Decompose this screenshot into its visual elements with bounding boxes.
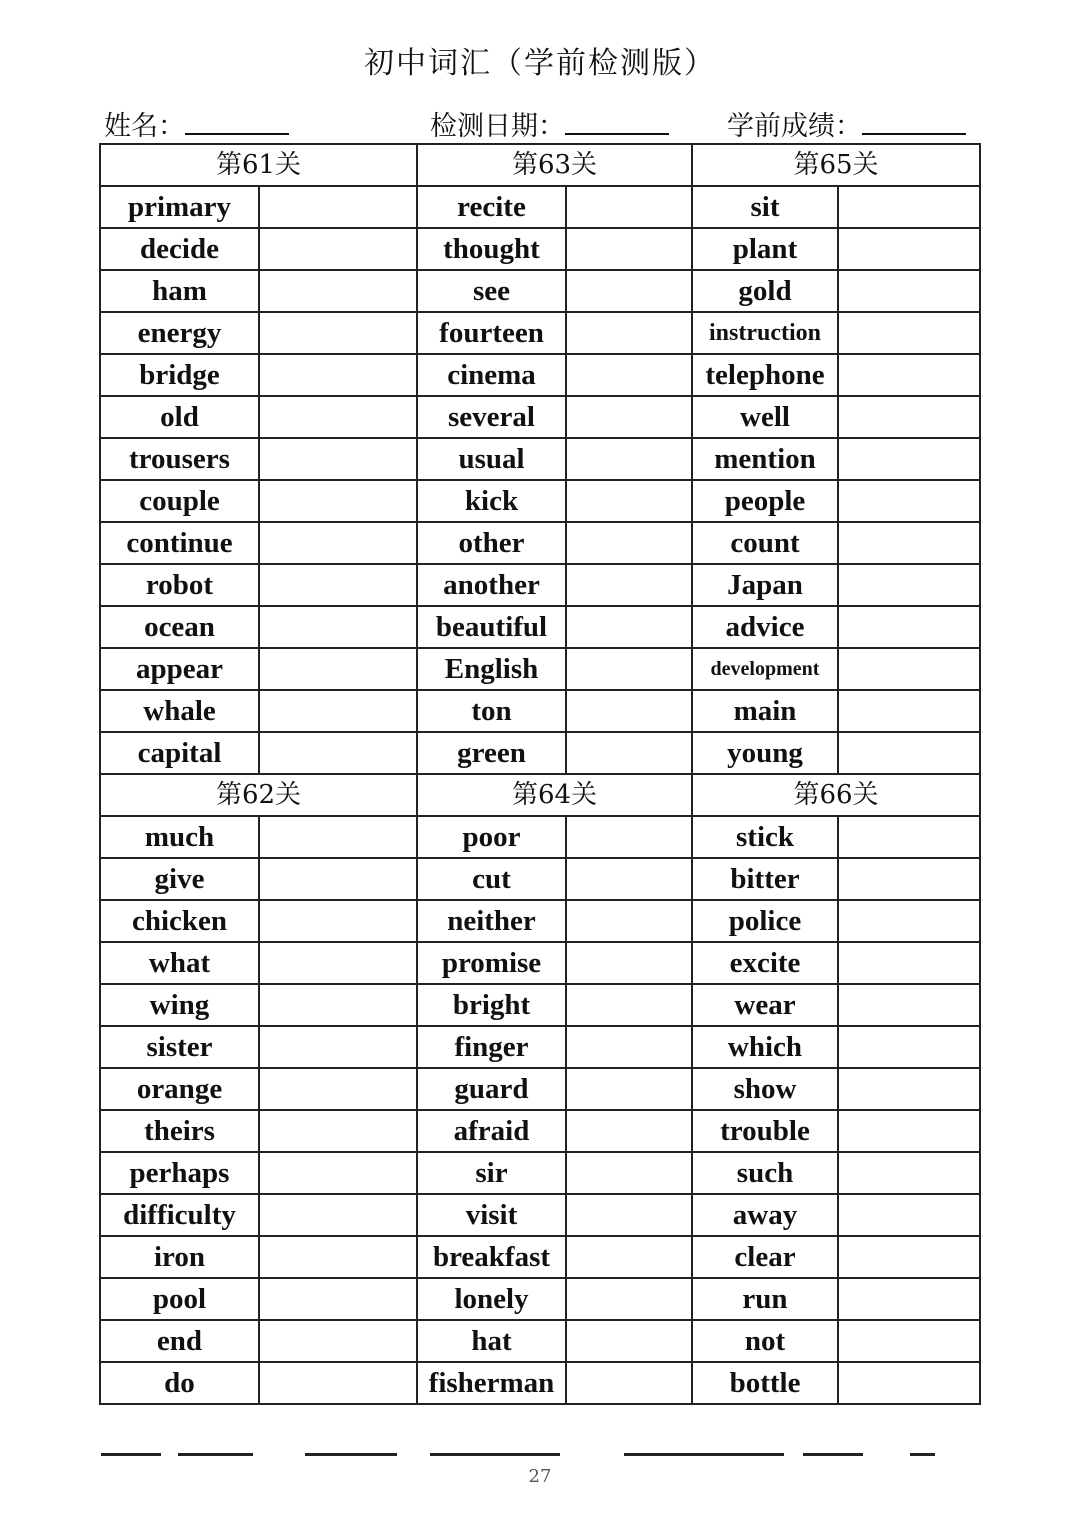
vocab-word: continue: [100, 522, 259, 564]
word-row: [100, 648, 980, 690]
answer-cell[interactable]: [259, 606, 417, 648]
answer-cell[interactable]: [838, 1026, 980, 1068]
vocab-word: clear: [692, 1236, 838, 1278]
vocab-word: old: [100, 396, 259, 438]
vocab-word: lonely: [417, 1278, 566, 1320]
answer-cell[interactable]: [838, 564, 980, 606]
answer-cell[interactable]: [566, 564, 692, 606]
vocab-word: pool: [100, 1278, 259, 1320]
answer-cell[interactable]: [259, 858, 417, 900]
vocab-word: sister: [100, 1026, 259, 1068]
vocab-word: decide: [100, 228, 259, 270]
answer-cell[interactable]: [838, 1362, 980, 1404]
answer-cell[interactable]: [838, 900, 980, 942]
vocab-word: whale: [100, 690, 259, 732]
answer-cell[interactable]: [259, 480, 417, 522]
answer-cell[interactable]: [259, 564, 417, 606]
answer-cell[interactable]: [838, 1194, 980, 1236]
answer-cell[interactable]: [566, 270, 692, 312]
word-row: [100, 1362, 980, 1404]
level-header: 第62关: [100, 774, 417, 816]
answer-cell[interactable]: [838, 1278, 980, 1320]
date-blank[interactable]: [565, 107, 669, 135]
vocab-word: capital: [100, 732, 259, 774]
answer-cell[interactable]: [566, 858, 692, 900]
vocab-word: guard: [417, 1068, 566, 1110]
answer-cell[interactable]: [838, 1110, 980, 1152]
page-number: 27: [528, 1466, 552, 1487]
word-row: [100, 1320, 980, 1362]
answer-cell[interactable]: [566, 312, 692, 354]
answer-cell[interactable]: [259, 1110, 417, 1152]
answer-cell[interactable]: [259, 1152, 417, 1194]
level-header: 第64关: [417, 774, 692, 816]
vocab-word: energy: [100, 312, 259, 354]
vocab-word: finger: [417, 1026, 566, 1068]
vocab-word: orange: [100, 1068, 259, 1110]
vocab-word: well: [692, 396, 838, 438]
answer-cell[interactable]: [838, 1236, 980, 1278]
answer-cell[interactable]: [566, 732, 692, 774]
score-blank[interactable]: [862, 107, 966, 135]
answer-cell[interactable]: [566, 1152, 692, 1194]
level-header-row: [100, 144, 980, 186]
answer-cell[interactable]: [838, 1152, 980, 1194]
word-row: [100, 858, 980, 900]
vocab-word: development: [692, 648, 838, 690]
vocab-word: ton: [417, 690, 566, 732]
answer-cell[interactable]: [259, 354, 417, 396]
page-title: 初中词汇（学前检测版）: [364, 46, 716, 81]
vocab-word: sir: [417, 1152, 566, 1194]
answer-cell[interactable]: [566, 690, 692, 732]
answer-cell[interactable]: [838, 480, 980, 522]
vocab-word: trousers: [100, 438, 259, 480]
vocab-word: give: [100, 858, 259, 900]
vocab-word: excite: [692, 942, 838, 984]
answer-cell[interactable]: [259, 186, 417, 228]
answer-cell[interactable]: [566, 1110, 692, 1152]
word-row: [100, 900, 980, 942]
word-row: [100, 228, 980, 270]
vocab-word: neither: [417, 900, 566, 942]
vocab-word: people: [692, 480, 838, 522]
cut-line: [803, 1453, 863, 1456]
answer-cell[interactable]: [566, 1026, 692, 1068]
answer-cell[interactable]: [566, 1068, 692, 1110]
vocab-word: perhaps: [100, 1152, 259, 1194]
word-row: [100, 1110, 980, 1152]
vocab-word: Japan: [692, 564, 838, 606]
word-row: [100, 1194, 980, 1236]
answer-cell[interactable]: [838, 1068, 980, 1110]
answer-cell[interactable]: [566, 816, 692, 858]
vocab-word: another: [417, 564, 566, 606]
answer-cell[interactable]: [259, 438, 417, 480]
vocab-word: ocean: [100, 606, 259, 648]
answer-cell[interactable]: [566, 186, 692, 228]
vocab-word: visit: [417, 1194, 566, 1236]
vocab-word: cut: [417, 858, 566, 900]
vocab-word: several: [417, 396, 566, 438]
vocab-word: cinema: [417, 354, 566, 396]
answer-cell[interactable]: [838, 732, 980, 774]
vocab-word: poor: [417, 816, 566, 858]
word-row: [100, 606, 980, 648]
vocab-word: plant: [692, 228, 838, 270]
answer-cell[interactable]: [838, 354, 980, 396]
vocab-word: such: [692, 1152, 838, 1194]
level-header: 第65关: [692, 144, 980, 186]
cut-line: [430, 1453, 560, 1456]
vocab-word: sit: [692, 186, 838, 228]
score-label: 学前成绩：: [727, 111, 862, 142]
vocab-word: usual: [417, 438, 566, 480]
vocab-word: advice: [692, 606, 838, 648]
word-row: [100, 186, 980, 228]
vocab-word: bottle: [692, 1362, 838, 1404]
answer-cell[interactable]: [838, 312, 980, 354]
answer-cell[interactable]: [838, 270, 980, 312]
vocab-word: couple: [100, 480, 259, 522]
vocab-word: theirs: [100, 1110, 259, 1152]
vocab-word: English: [417, 648, 566, 690]
answer-cell[interactable]: [566, 648, 692, 690]
vocab-word: fisherman: [417, 1362, 566, 1404]
answer-cell[interactable]: [566, 438, 692, 480]
vocab-word: do: [100, 1362, 259, 1404]
vocab-word: breakfast: [417, 1236, 566, 1278]
cut-line: [305, 1453, 397, 1456]
answer-cell[interactable]: [259, 816, 417, 858]
cut-line: [178, 1453, 253, 1456]
vocab-word: fourteen: [417, 312, 566, 354]
answer-cell[interactable]: [838, 690, 980, 732]
vocab-word: count: [692, 522, 838, 564]
answer-cell[interactable]: [838, 228, 980, 270]
word-row: [100, 522, 980, 564]
vocab-word: ham: [100, 270, 259, 312]
vocab-word: what: [100, 942, 259, 984]
vocab-word: wear: [692, 984, 838, 1026]
vocab-word: bitter: [692, 858, 838, 900]
answer-cell[interactable]: [566, 396, 692, 438]
answer-cell[interactable]: [259, 984, 417, 1026]
answer-cell[interactable]: [566, 1320, 692, 1362]
cut-line: [910, 1453, 935, 1456]
answer-cell[interactable]: [259, 1026, 417, 1068]
vocab-word: kick: [417, 480, 566, 522]
answer-cell[interactable]: [566, 228, 692, 270]
answer-cell[interactable]: [838, 858, 980, 900]
vocab-word: difficulty: [100, 1194, 259, 1236]
answer-cell[interactable]: [259, 1362, 417, 1404]
level-header: 第63关: [417, 144, 692, 186]
word-row: [100, 564, 980, 606]
answer-cell[interactable]: [838, 942, 980, 984]
answer-cell[interactable]: [838, 816, 980, 858]
answer-cell[interactable]: [566, 522, 692, 564]
answer-cell[interactable]: [566, 480, 692, 522]
name-field: [104, 104, 289, 143]
answer-cell[interactable]: [259, 690, 417, 732]
answer-cell[interactable]: [259, 732, 417, 774]
answer-cell[interactable]: [566, 900, 692, 942]
answer-cell[interactable]: [566, 354, 692, 396]
vocab-word: show: [692, 1068, 838, 1110]
answer-cell[interactable]: [838, 984, 980, 1026]
answer-cell[interactable]: [838, 1320, 980, 1362]
vocab-word: hat: [417, 1320, 566, 1362]
vocab-word: beautiful: [417, 606, 566, 648]
word-row: [100, 1152, 980, 1194]
date-field: [430, 104, 669, 143]
vocab-word: stick: [692, 816, 838, 858]
vocab-word: instruction: [692, 312, 838, 354]
vocab-word: main: [692, 690, 838, 732]
score-field: [727, 104, 966, 143]
answer-cell[interactable]: [566, 984, 692, 1026]
vocab-word: see: [417, 270, 566, 312]
word-row: [100, 312, 980, 354]
word-row: [100, 270, 980, 312]
answer-cell[interactable]: [259, 270, 417, 312]
answer-cell[interactable]: [259, 228, 417, 270]
vocab-word: mention: [692, 438, 838, 480]
vocab-word: other: [417, 522, 566, 564]
word-row: [100, 354, 980, 396]
answer-cell[interactable]: [838, 606, 980, 648]
answer-cell[interactable]: [259, 1194, 417, 1236]
vocab-word: end: [100, 1320, 259, 1362]
answer-cell[interactable]: [259, 312, 417, 354]
vocab-word: chicken: [100, 900, 259, 942]
word-row: [100, 438, 980, 480]
word-row: [100, 1278, 980, 1320]
answer-cell[interactable]: [259, 900, 417, 942]
vocab-word: telephone: [692, 354, 838, 396]
answer-cell[interactable]: [259, 942, 417, 984]
vocab-word: bright: [417, 984, 566, 1026]
answer-cell[interactable]: [566, 1236, 692, 1278]
word-row: [100, 1068, 980, 1110]
answer-cell[interactable]: [259, 522, 417, 564]
vocab-word: promise: [417, 942, 566, 984]
answer-cell[interactable]: [838, 186, 980, 228]
answer-cell[interactable]: [259, 648, 417, 690]
answer-cell[interactable]: [259, 1320, 417, 1362]
word-row: [100, 1236, 980, 1278]
vocab-word: afraid: [417, 1110, 566, 1152]
vocab-word: green: [417, 732, 566, 774]
level-header-row: [100, 774, 980, 816]
vocab-word: young: [692, 732, 838, 774]
vocab-word: run: [692, 1278, 838, 1320]
word-row: [100, 1026, 980, 1068]
vocab-word: appear: [100, 648, 259, 690]
answer-cell[interactable]: [838, 396, 980, 438]
answer-cell[interactable]: [259, 1278, 417, 1320]
vocab-word: which: [692, 1026, 838, 1068]
cut-line: [624, 1453, 784, 1456]
answer-cell[interactable]: [566, 1194, 692, 1236]
vocab-word: police: [692, 900, 838, 942]
cut-line: [101, 1453, 161, 1456]
answer-cell[interactable]: [566, 1362, 692, 1404]
vocab-word: gold: [692, 270, 838, 312]
answer-cell[interactable]: [566, 1278, 692, 1320]
vocab-word: much: [100, 816, 259, 858]
answer-cell[interactable]: [259, 1236, 417, 1278]
vocab-word: away: [692, 1194, 838, 1236]
level-header: 第66关: [692, 774, 980, 816]
word-row: [100, 984, 980, 1026]
word-row: [100, 732, 980, 774]
vocab-word: robot: [100, 564, 259, 606]
answer-cell[interactable]: [838, 648, 980, 690]
vocab-word: recite: [417, 186, 566, 228]
name-blank[interactable]: [185, 107, 289, 135]
vocab-word: primary: [100, 186, 259, 228]
answer-cell[interactable]: [566, 942, 692, 984]
word-row: [100, 480, 980, 522]
date-label: 检测日期：: [430, 111, 565, 142]
vocab-word: thought: [417, 228, 566, 270]
vocab-word: iron: [100, 1236, 259, 1278]
name-label: 姓名：: [104, 111, 185, 142]
answer-cell[interactable]: [259, 1068, 417, 1110]
answer-cell[interactable]: [566, 606, 692, 648]
vocabulary-table: [99, 143, 981, 1405]
vocab-word: wing: [100, 984, 259, 1026]
vocab-word: trouble: [692, 1110, 838, 1152]
answer-cell[interactable]: [838, 438, 980, 480]
answer-cell[interactable]: [259, 396, 417, 438]
vocab-word: bridge: [100, 354, 259, 396]
answer-cell[interactable]: [838, 522, 980, 564]
word-row: [100, 396, 980, 438]
word-row: [100, 690, 980, 732]
level-header: 第61关: [100, 144, 417, 186]
word-row: [100, 942, 980, 984]
word-row: [100, 816, 980, 858]
vocab-word: not: [692, 1320, 838, 1362]
